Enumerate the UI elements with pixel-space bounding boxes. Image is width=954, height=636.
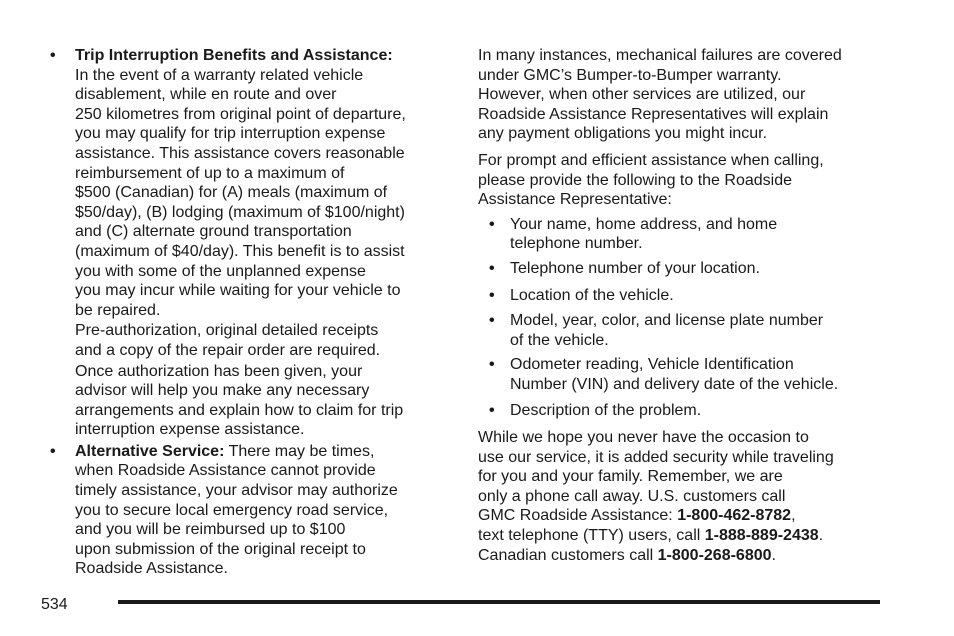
list-item: • Description of the problem. [489,401,702,419]
bullet-icon: • [489,356,495,374]
list-item: • Telephone number of your location. [489,259,760,277]
list-item: • Odometer reading, Vehicle Identification Number (VIN) and delivery date of the vehicle. [489,356,839,393]
warranty-paragraph: In many instances, mechanical failures are covered under GMC’s Bumper-to-Bumper warranty. However, when other services are utilized, our Roadside Assistance Representatives will explain any payment obligations you might incur. [478,47,842,143]
tty-phone-number: 1-888-889-2438 [704,527,819,545]
bullet-icon: • [489,401,495,419]
bullet-icon: • [489,312,495,330]
pre-authorization-paragraph: Pre-authorization, original detailed receipts and a copy of the repair order are required. [75,322,381,359]
left-column [50,46,442,579]
alternative-service-paragraph: Alternative Service: There may be times, when Roadside Assistance cannot provide timely assistance, your advisor may authorize you to secure local emergency road service, and you will be reimbursed up to $100 upon submission of the original receipt to Roadside Assistance. [75,442,398,578]
gmc-phone-number: 1-800-462-8782 [677,507,792,525]
information-list [478,215,888,420]
bullet-icon: • [50,442,56,460]
page-number: 534 [41,596,68,613]
trip-interruption-paragraph: In the event of a warranty related vehicle disablement, while en route and over 250 kilometres from original point of departure, you may qualify for trip interruption expense assistance. This assistance covers reasonable reimbursement of up to a maximum of $500 (Canadian) for (A) meals (maximum of $50/day), (B) lodging (maximum of $100/night) and (C) alternate ground transportation (maximum of $40/day). This benefit is to assist you with some of the unplanned expense you may incur while waiting for your vehicle to be repaired. [75,66,406,319]
authorization-paragraph: Once authorization has been given, your advisor will help you make any necessary arrangements and explain how to claim for trip interruption expense assistance. [75,362,404,439]
alternative-service-item [50,442,442,579]
bullet-icon: • [489,286,495,304]
footer-rule [118,600,880,604]
right-column [478,46,888,565]
contact-paragraph: While we hope you never have the occasion to use our service, it is added security while traveling for you and your family. Remember, we are only a phone call away. U.S. customers call GMC Roadside Assistance: 1-800-462-8782, text telephone (TTY) users, call 1-888-889-2438. Canadian customers call 1-800-268-6800. [478,429,834,564]
list-item: • Model, year, color, and license plate number of the vehicle. [489,312,824,349]
trip-interruption-item [50,46,442,440]
alternative-service-heading: Alternative Service: [75,442,225,460]
bullet-icon: • [50,47,56,64]
list-item: • Your name, home address, and home telephone number. [489,215,778,253]
list-item: • Location of the vehicle. [489,286,674,304]
calling-paragraph: For prompt and efficient assistance when calling, please provide the following to the Roadside Assistance Representative: [478,151,824,209]
bullet-icon: • [489,259,495,277]
canadian-phone-number: 1-800-268-6800 [657,546,772,564]
bullet-icon: • [489,215,495,233]
trip-interruption-heading: Trip Interruption Benefits and Assistance: [75,47,393,64]
